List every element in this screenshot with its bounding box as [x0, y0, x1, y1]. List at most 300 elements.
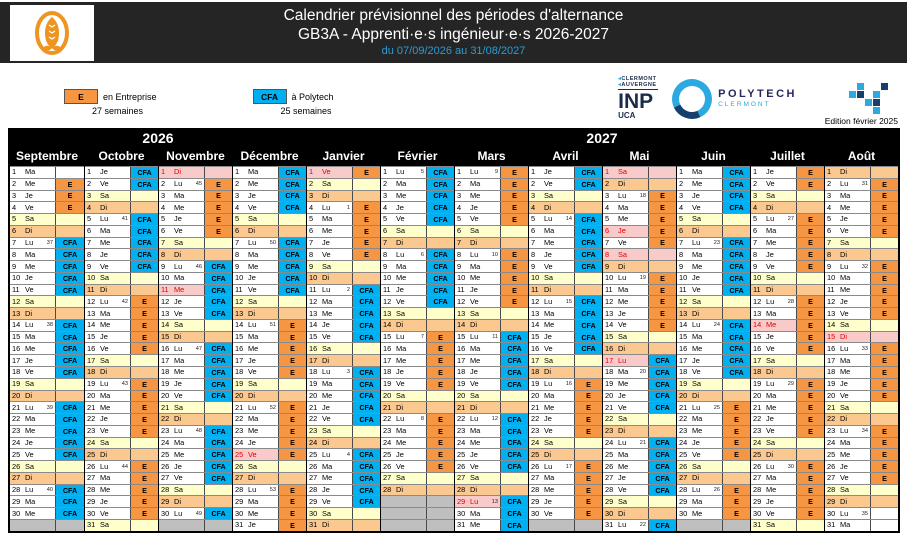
- day-number: 2: [679, 179, 684, 189]
- day-cell: [85, 191, 131, 202]
- weekday-abbrev: Ve: [174, 308, 183, 318]
- day-row: [603, 201, 676, 213]
- day-row: [10, 248, 84, 260]
- day-cell: [751, 508, 797, 519]
- day-cell: [677, 320, 723, 331]
- period-tag-cell: E: [797, 496, 824, 507]
- day-number: 4: [161, 202, 166, 212]
- day-cell: [677, 485, 723, 496]
- day-number: 19: [827, 379, 836, 389]
- day-row: [455, 272, 528, 284]
- weekday-abbrev: Di: [322, 437, 329, 447]
- day-number: 5: [383, 214, 388, 224]
- day-row: [10, 484, 84, 496]
- period-tag-cell: E: [649, 308, 676, 319]
- weekday-abbrev: Lu: [100, 379, 109, 389]
- day-cell: [381, 273, 427, 284]
- day-row: [529, 378, 602, 390]
- weekday-abbrev: Ve: [544, 261, 553, 271]
- period-tag-cell: CFA: [131, 167, 158, 178]
- day-cell: [159, 473, 205, 484]
- period-tag-cell: [575, 273, 602, 284]
- period-tag-cell: CFA: [575, 296, 602, 307]
- day-number: 10: [87, 273, 96, 283]
- day-cell: [233, 179, 279, 190]
- weekday-abbrev: Lu: [618, 273, 627, 283]
- day-row: [381, 342, 454, 354]
- period-tag-cell: E: [871, 296, 898, 307]
- day-cell: [751, 273, 797, 284]
- period-tag-cell: CFA: [205, 296, 232, 307]
- period-tag-cell: [427, 308, 454, 319]
- day-row: [381, 237, 454, 249]
- day-number: 28: [605, 485, 614, 495]
- day-cell: [455, 426, 501, 437]
- weekday-abbrev: Je: [25, 273, 33, 283]
- day-row: [751, 260, 824, 272]
- polytech-swirl-icon: [666, 73, 717, 124]
- day-row: [233, 507, 306, 519]
- weekday-abbrev: Di: [618, 179, 625, 189]
- period-tag-cell: CFA: [56, 285, 84, 296]
- day-row: [455, 178, 528, 190]
- period-tag-cell: CFA: [649, 485, 676, 496]
- month-column-novembre: [158, 146, 232, 531]
- weekday-abbrev: Di: [840, 332, 847, 342]
- week-number: 41: [121, 216, 128, 223]
- weekday-abbrev: Ve: [618, 485, 627, 495]
- weekday-abbrev: Lu: [618, 190, 627, 200]
- week-number: 16: [565, 381, 572, 388]
- day-row: [381, 166, 454, 178]
- day-cell: [233, 355, 279, 366]
- period-tag-cell: [649, 343, 676, 354]
- weekday-abbrev: Di: [25, 226, 32, 236]
- period-tag-cell: [427, 508, 454, 519]
- week-number: 37: [46, 239, 53, 246]
- day-cell: [603, 238, 649, 249]
- day-row: [455, 401, 528, 413]
- day-cell: [307, 179, 353, 190]
- day-row: [85, 484, 158, 496]
- day-cell: [233, 296, 279, 307]
- period-tag-cell: E: [871, 179, 898, 190]
- period-tag-cell: E: [797, 167, 824, 178]
- week-number: 10: [491, 251, 498, 258]
- weekday-abbrev: Lu: [100, 461, 109, 471]
- period-tag-cell: E: [501, 167, 528, 178]
- period-tag-cell: CFA: [427, 261, 454, 272]
- day-cell: [529, 296, 575, 307]
- period-tag-cell: E: [797, 332, 824, 343]
- day-number: 23: [383, 426, 392, 436]
- day-row: [85, 472, 158, 484]
- day-cell: [233, 249, 279, 260]
- day-number: 1: [87, 167, 92, 177]
- weekday-abbrev: Di: [248, 473, 255, 483]
- weekday-abbrev: Ma: [322, 379, 333, 389]
- day-cell: [825, 473, 871, 484]
- day-row: [751, 401, 824, 413]
- day-number: 27: [753, 473, 762, 483]
- day-number: 23: [309, 426, 318, 436]
- day-cell: [381, 520, 427, 531]
- day-cell: [677, 179, 723, 190]
- day-row: [85, 390, 158, 402]
- day-cell: [603, 308, 649, 319]
- year-2027: 2027: [586, 130, 618, 146]
- weekday-abbrev: Me: [692, 426, 703, 436]
- day-number: 16: [383, 343, 392, 353]
- period-tag-cell: E: [56, 191, 84, 202]
- day-number: 24: [457, 437, 466, 447]
- day-number: 8: [457, 249, 462, 259]
- weekday-abbrev: Ve: [100, 179, 109, 189]
- day-number: 18: [309, 367, 318, 377]
- period-tag-cell: [575, 355, 602, 366]
- period-tag-cell: CFA: [575, 238, 602, 249]
- day-number: 10: [309, 273, 318, 283]
- day-number: 15: [235, 332, 244, 342]
- day-row: [751, 495, 824, 507]
- period-tag-cell: E: [649, 238, 676, 249]
- weekday-abbrev: Sa: [766, 520, 776, 530]
- day-number: 3: [383, 190, 388, 200]
- day-row: [603, 401, 676, 413]
- period-tag-cell: E: [131, 308, 158, 319]
- day-cell: [307, 461, 353, 472]
- day-row: [825, 354, 898, 366]
- day-number: 11: [309, 285, 317, 295]
- day-number: 13: [235, 308, 244, 318]
- month-name: Octobre: [85, 146, 158, 166]
- weekday-abbrev: Di: [470, 485, 477, 495]
- day-cell: [751, 379, 797, 390]
- day-number: 15: [161, 332, 170, 342]
- weekday-abbrev: Sa: [322, 426, 332, 436]
- day-row: [10, 366, 84, 378]
- day-row: [233, 260, 306, 272]
- day-row: [381, 425, 454, 437]
- day-cell: [307, 332, 353, 343]
- weekday-abbrev: Je: [25, 355, 33, 365]
- day-row: [455, 366, 528, 378]
- day-number: 19: [605, 379, 614, 389]
- day-row: [529, 201, 602, 213]
- period-tag-cell: [501, 485, 528, 496]
- day-number: 5: [753, 214, 758, 224]
- day-row: [10, 378, 84, 390]
- day-row: [233, 319, 306, 331]
- day-row: [85, 237, 158, 249]
- period-tag-cell: E: [205, 179, 232, 190]
- period-tag-cell: E: [56, 179, 84, 190]
- title-bar: [0, 2, 907, 63]
- weekday-abbrev: Je: [322, 402, 330, 412]
- day-number: 16: [161, 343, 170, 353]
- day-number: 8: [12, 249, 17, 259]
- weekday-abbrev: Je: [174, 296, 182, 306]
- day-number: 4: [605, 202, 610, 212]
- day-cell: [751, 414, 797, 425]
- day-cell: [381, 343, 427, 354]
- day-cell: [233, 461, 279, 472]
- day-cell: [307, 355, 353, 366]
- day-number: 6: [457, 226, 462, 236]
- week-number: 17: [565, 463, 572, 470]
- day-cell: [825, 308, 871, 319]
- period-tag-cell: CFA: [205, 367, 232, 378]
- day-cell: [825, 379, 871, 390]
- day-cell: [381, 202, 427, 213]
- period-tag-cell: CFA: [56, 249, 84, 260]
- day-cell: [751, 191, 797, 202]
- period-tag-cell: CFA: [575, 167, 602, 178]
- day-number: 3: [309, 190, 314, 200]
- day-number: 12: [87, 296, 96, 306]
- day-cell: [10, 461, 56, 472]
- month-name: Février: [381, 146, 454, 166]
- period-tag-cell: [205, 238, 232, 249]
- period-tag-cell: [427, 473, 454, 484]
- day-cell: [529, 438, 575, 449]
- day-row: [677, 260, 750, 272]
- day-number: 30: [235, 508, 244, 518]
- day-cell: [85, 438, 131, 449]
- day-number: 18: [87, 367, 96, 377]
- day-cell: [10, 496, 56, 507]
- day-number: 5: [531, 214, 536, 224]
- period-tag-cell: [353, 426, 380, 437]
- period-tag-cell: E: [797, 261, 824, 272]
- legend-e-weeks: 27 semaines: [92, 106, 144, 116]
- period-tag-cell: [131, 202, 158, 213]
- day-cell: [233, 238, 279, 249]
- period-tag-cell: CFA: [575, 249, 602, 260]
- weekday-abbrev: Sa: [248, 379, 258, 389]
- day-cell: [10, 414, 56, 425]
- day-number: 30: [605, 508, 614, 518]
- week-number: 6: [420, 251, 424, 258]
- day-cell: [307, 214, 353, 225]
- weekday-abbrev: Je: [396, 202, 404, 212]
- period-tag-cell: E: [575, 496, 602, 507]
- day-number: 5: [679, 214, 684, 224]
- day-number: 16: [605, 343, 614, 353]
- weekday-abbrev: Me: [396, 190, 407, 200]
- day-number: 16: [531, 343, 540, 353]
- day-number: 11: [827, 285, 835, 295]
- day-row: [455, 201, 528, 213]
- day-cell: [159, 508, 205, 519]
- period-tag-cell: E: [649, 273, 676, 284]
- day-cell: [751, 355, 797, 366]
- day-row: [307, 284, 380, 296]
- weekday-abbrev: Di: [470, 237, 477, 247]
- day-number: 20: [827, 390, 836, 400]
- day-number: 10: [827, 273, 836, 283]
- day-row: [825, 413, 898, 425]
- period-tag-cell: CFA: [56, 367, 84, 378]
- period-tag-cell: E: [131, 296, 158, 307]
- day-cell: [529, 261, 575, 272]
- period-tag-cell: E: [131, 332, 158, 343]
- period-tag-cell: CFA: [723, 261, 750, 272]
- day-cell: [307, 191, 353, 202]
- weekday-abbrev: Lu: [100, 296, 109, 306]
- day-row: [85, 437, 158, 449]
- period-tag-cell: [797, 273, 824, 284]
- weekday-abbrev: Ma: [618, 285, 629, 295]
- weekday-abbrev: Ve: [692, 449, 701, 459]
- week-number: 18: [639, 192, 646, 199]
- period-tag-cell: E: [131, 461, 158, 472]
- day-number: 27: [309, 473, 318, 483]
- legend-cfa-weeks: 25 semaines: [280, 106, 332, 116]
- day-row: [307, 201, 380, 213]
- day-number: 29: [753, 496, 762, 506]
- day-cell: [825, 261, 871, 272]
- day-number: 21: [679, 402, 688, 412]
- day-row: [85, 319, 158, 331]
- day-row: [529, 460, 602, 472]
- weekday-abbrev: Ve: [766, 261, 775, 271]
- day-number: 30: [531, 508, 540, 518]
- day-cell: [10, 485, 56, 496]
- day-row: [455, 507, 528, 519]
- weekday-abbrev: Di: [840, 167, 847, 177]
- day-number: 2: [161, 179, 166, 189]
- day-row: [751, 284, 824, 296]
- day-row: [825, 260, 898, 272]
- period-tag-cell: [723, 391, 750, 402]
- weekday-abbrev: Me: [766, 320, 777, 330]
- period-tag-cell: CFA: [205, 261, 232, 272]
- period-tag-cell: [131, 520, 158, 531]
- period-tag-cell: E: [205, 214, 232, 225]
- day-row: [10, 260, 84, 272]
- period-tag-cell: CFA: [723, 285, 750, 296]
- period-tag-cell: [353, 520, 380, 531]
- day-number: 27: [87, 473, 96, 483]
- day-cell: [677, 508, 723, 519]
- day-row: [455, 260, 528, 272]
- weekday-abbrev: Di: [840, 496, 847, 506]
- day-cell: [677, 191, 723, 202]
- day-cell: [825, 461, 871, 472]
- weekday-abbrev: Sa: [544, 273, 554, 283]
- weekday-abbrev: Ve: [618, 320, 627, 330]
- weekday-abbrev: Me: [544, 237, 555, 247]
- day-number: 31: [87, 520, 96, 530]
- day-row: [10, 295, 84, 307]
- day-number: 4: [87, 202, 92, 212]
- day-cell: [751, 261, 797, 272]
- day-cell: [233, 320, 279, 331]
- edition-label: Edition février 2025: [824, 116, 898, 126]
- day-number: 17: [235, 355, 244, 365]
- day-number: 29: [235, 496, 244, 506]
- day-number: 14: [235, 320, 244, 330]
- day-row: [455, 390, 528, 402]
- day-row: [677, 507, 750, 519]
- day-cell: [529, 520, 575, 531]
- weekday-abbrev: Ma: [248, 332, 259, 342]
- day-row: [10, 201, 84, 213]
- day-number: 20: [531, 390, 540, 400]
- day-number: 18: [827, 367, 836, 377]
- period-tag-cell: CFA: [353, 296, 380, 307]
- day-number: 11: [753, 285, 761, 295]
- day-row: [603, 237, 676, 249]
- period-tag-cell: CFA: [56, 508, 84, 519]
- month-column-janvier: [306, 146, 380, 531]
- day-number: 7: [531, 237, 536, 247]
- weekday-abbrev: Me: [692, 343, 703, 353]
- period-tag-cell: CFA: [723, 191, 750, 202]
- day-cell: [10, 473, 56, 484]
- day-number: 31: [827, 520, 836, 530]
- day-row: [529, 401, 602, 413]
- day-row: [825, 437, 898, 449]
- day-number: 31: [605, 520, 614, 530]
- period-tag-cell: [501, 320, 528, 331]
- day-row: [85, 460, 158, 472]
- day-number: 5: [235, 214, 240, 224]
- weekday-abbrev: Je: [322, 320, 330, 330]
- day-row: [10, 178, 84, 190]
- period-tag-cell: CFA: [723, 367, 750, 378]
- weekday-abbrev: Ma: [396, 179, 407, 189]
- day-number: 25: [531, 449, 540, 459]
- period-tag-cell: CFA: [131, 261, 158, 272]
- period-tag-cell: CFA: [427, 296, 454, 307]
- day-number: 16: [679, 343, 688, 353]
- weekday-abbrev: Sa: [322, 179, 332, 189]
- day-cell: [233, 402, 279, 413]
- period-tag-cell: E: [797, 249, 824, 260]
- weekday-abbrev: Je: [766, 496, 774, 506]
- weekday-abbrev: Me: [544, 402, 555, 412]
- day-row: [307, 448, 380, 460]
- day-row: [233, 413, 306, 425]
- weekday-abbrev: Ve: [174, 226, 183, 236]
- weekday-abbrev: Je: [100, 414, 108, 424]
- day-cell: [677, 214, 723, 225]
- day-number: 23: [531, 426, 540, 436]
- day-row: [10, 437, 84, 449]
- day-row: [233, 237, 306, 249]
- period-tag-cell: [353, 508, 380, 519]
- day-cell: [307, 426, 353, 437]
- day-cell: [677, 285, 723, 296]
- day-number: 11: [457, 285, 465, 295]
- day-number: 10: [753, 273, 762, 283]
- day-cell: [825, 520, 871, 531]
- day-row: [159, 460, 232, 472]
- day-row: [603, 295, 676, 307]
- weekday-abbrev: Me: [470, 520, 481, 530]
- year-band: [10, 130, 898, 146]
- period-tag-cell: CFA: [205, 308, 232, 319]
- day-number: 26: [87, 461, 96, 471]
- period-tag-cell: CFA: [205, 473, 232, 484]
- day-number: 21: [457, 402, 466, 412]
- day-number: 6: [827, 226, 832, 236]
- day-row: [159, 437, 232, 449]
- day-number: 17: [753, 355, 762, 365]
- day-cell: [159, 332, 205, 343]
